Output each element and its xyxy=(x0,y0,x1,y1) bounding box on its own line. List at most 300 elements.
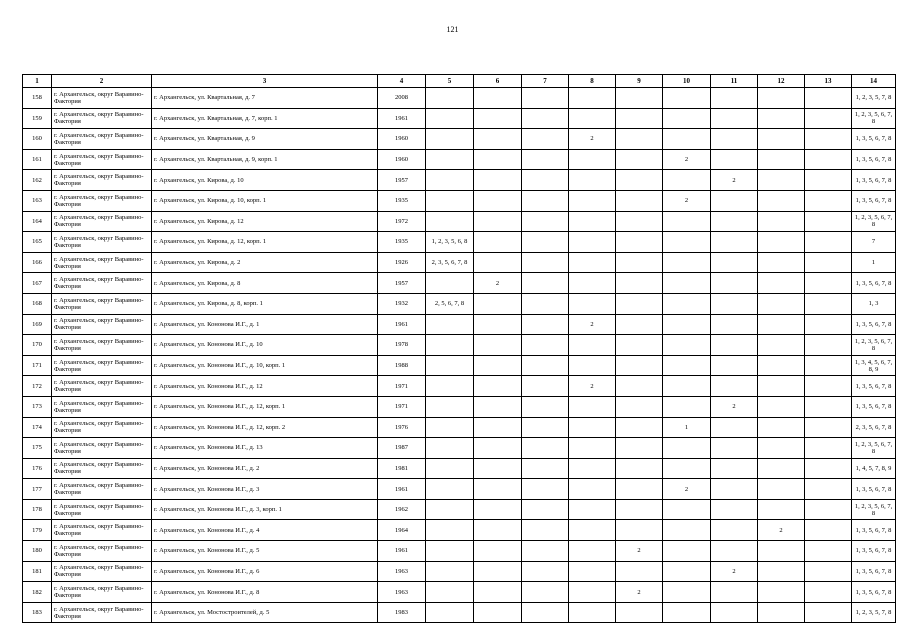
table-cell-col-7 xyxy=(522,293,569,314)
column-header-5: 5 xyxy=(426,75,474,88)
table-cell-col-9 xyxy=(616,561,663,582)
table-cell-col-3: г. Архангельск, ул. Кирова, д. 8, корп. 1 xyxy=(152,293,378,314)
table-cell-col-12 xyxy=(758,438,805,459)
table-cell-col-1: 175 xyxy=(23,438,52,459)
table-cell-col-5: 2, 3, 5, 6, 7, 8 xyxy=(426,252,474,273)
table-cell-col-1: 164 xyxy=(23,211,52,232)
table-cell-col-7 xyxy=(522,335,569,356)
table-cell-col-8 xyxy=(569,499,616,520)
column-header-1: 1 xyxy=(23,75,52,88)
table-cell-col-9 xyxy=(616,376,663,397)
table-cell-col-3: г. Архангельск, ул. Кононова И.Г., д. 12, корп. 2 xyxy=(152,417,378,438)
table-cell-col-11 xyxy=(711,211,758,232)
table-cell-col-12 xyxy=(758,88,805,109)
table-cell-col-7 xyxy=(522,458,569,479)
table-cell-col-8 xyxy=(569,479,616,500)
table-cell-col-7 xyxy=(522,108,569,129)
table-cell-col-13 xyxy=(805,520,852,541)
table-cell-col-5 xyxy=(426,479,474,500)
table-cell-col-11: 2 xyxy=(711,170,758,191)
table-cell-col-2: г. Архангельск, округ Варавино-Фактория xyxy=(52,211,152,232)
table-cell-col-14: 1, 2, 3, 5, 6, 7, 8 xyxy=(852,335,896,356)
table-cell-col-4: 1964 xyxy=(378,520,426,541)
table-row xyxy=(23,499,896,520)
table-cell-col-8 xyxy=(569,417,616,438)
table-cell-col-6 xyxy=(474,314,522,335)
table-cell-col-4: 1935 xyxy=(378,232,426,253)
table-cell-col-7 xyxy=(522,520,569,541)
table-cell-col-6 xyxy=(474,211,522,232)
table-cell-col-5 xyxy=(426,108,474,129)
table-cell-col-9 xyxy=(616,335,663,356)
table-cell-col-8 xyxy=(569,88,616,109)
table-cell-col-7 xyxy=(522,438,569,459)
table-cell-col-13 xyxy=(805,211,852,232)
table-cell-col-14: 1, 3, 5, 6, 7, 8 xyxy=(852,190,896,211)
table-cell-col-6 xyxy=(474,170,522,191)
table-cell-col-7 xyxy=(522,561,569,582)
table-cell-col-13 xyxy=(805,376,852,397)
table-row xyxy=(23,273,896,294)
table-cell-col-6: 2 xyxy=(474,273,522,294)
table-cell-col-8 xyxy=(569,170,616,191)
table-cell-col-12 xyxy=(758,293,805,314)
table-cell-col-2: г. Архангельск, округ Варавино-Фактория xyxy=(52,293,152,314)
column-header-4: 4 xyxy=(378,75,426,88)
table-cell-col-10: 2 xyxy=(663,479,711,500)
table-cell-col-6 xyxy=(474,499,522,520)
table-cell-col-4: 1962 xyxy=(378,499,426,520)
table-cell-col-11 xyxy=(711,252,758,273)
table-cell-col-2: г. Архангельск, округ Варавино-Фактория xyxy=(52,170,152,191)
table-cell-col-1: 167 xyxy=(23,273,52,294)
table-cell-col-1: 173 xyxy=(23,396,52,417)
table-cell-col-14: 1, 3, 5, 6, 7, 8 xyxy=(852,396,896,417)
table-cell-col-3: г. Архангельск, ул. Кононова И.Г., д. 1 xyxy=(152,314,378,335)
table-cell-col-5: 1, 2, 3, 5, 6, 8 xyxy=(426,232,474,253)
table-cell-col-3: г. Архангельск, ул. Квартальная, д. 7 xyxy=(152,88,378,109)
table-cell-col-12 xyxy=(758,355,805,376)
table-cell-col-12 xyxy=(758,417,805,438)
table-cell-col-7 xyxy=(522,541,569,562)
table-cell-col-10 xyxy=(663,88,711,109)
table-cell-col-6 xyxy=(474,520,522,541)
table-cell-col-4: 1957 xyxy=(378,273,426,294)
table-cell-col-13 xyxy=(805,232,852,253)
table-row xyxy=(23,520,896,541)
table-cell-col-4: 1961 xyxy=(378,541,426,562)
table-cell-col-6 xyxy=(474,479,522,500)
table-cell-col-10 xyxy=(663,335,711,356)
table-cell-col-8 xyxy=(569,108,616,129)
table-cell-col-2: г. Архангельск, округ Варавино-Фактория xyxy=(52,335,152,356)
column-header-11: 11 xyxy=(711,75,758,88)
table-cell-col-9 xyxy=(616,438,663,459)
table-cell-col-2: г. Архангельск, округ Варавино-Фактория xyxy=(52,458,152,479)
table-cell-col-4: 1960 xyxy=(378,129,426,150)
table-row xyxy=(23,232,896,253)
table-cell-col-13 xyxy=(805,602,852,623)
table-cell-col-2: г. Архангельск, округ Варавино-Фактория xyxy=(52,417,152,438)
table-cell-col-10 xyxy=(663,170,711,191)
table-row xyxy=(23,582,896,603)
table-cell-col-12 xyxy=(758,541,805,562)
table-cell-col-14: 1, 3, 5, 6, 7, 8 xyxy=(852,541,896,562)
table-cell-col-7 xyxy=(522,602,569,623)
table-cell-col-11 xyxy=(711,355,758,376)
table-cell-col-5 xyxy=(426,541,474,562)
table-cell-col-8 xyxy=(569,355,616,376)
column-header-6: 6 xyxy=(474,75,522,88)
table-cell-col-14: 1, 2, 3, 5, 6, 7, 8 xyxy=(852,438,896,459)
table-cell-col-12 xyxy=(758,499,805,520)
table-cell-col-10 xyxy=(663,438,711,459)
table-cell-col-9 xyxy=(616,355,663,376)
table-cell-col-9 xyxy=(616,108,663,129)
column-header-13: 13 xyxy=(805,75,852,88)
table-cell-col-3: г. Архангельск, ул. Кирова, д. 10 xyxy=(152,170,378,191)
table-cell-col-7 xyxy=(522,396,569,417)
table-cell-col-14: 1, 3, 5, 6, 7, 8 xyxy=(852,170,896,191)
table-cell-col-3: г. Архангельск, ул. Кононова И.Г., д. 4 xyxy=(152,520,378,541)
table-cell-col-10: 2 xyxy=(663,190,711,211)
table-cell-col-11 xyxy=(711,520,758,541)
table-cell-col-7 xyxy=(522,211,569,232)
table-cell-col-6 xyxy=(474,602,522,623)
table-cell-col-6 xyxy=(474,561,522,582)
table-cell-col-6 xyxy=(474,458,522,479)
table-cell-col-2: г. Архангельск, округ Варавино-Фактория xyxy=(52,273,152,294)
table-cell-col-4: 1963 xyxy=(378,582,426,603)
column-header-10: 10 xyxy=(663,75,711,88)
table-cell-col-1: 176 xyxy=(23,458,52,479)
table-cell-col-4: 1926 xyxy=(378,252,426,273)
table-cell-col-12 xyxy=(758,273,805,294)
table-cell-col-7 xyxy=(522,190,569,211)
table-cell-col-14: 7 xyxy=(852,232,896,253)
table-cell-col-8 xyxy=(569,520,616,541)
column-header-14: 14 xyxy=(852,75,896,88)
table-cell-col-10 xyxy=(663,129,711,150)
table-cell-col-13 xyxy=(805,499,852,520)
table-cell-col-9 xyxy=(616,232,663,253)
table-cell-col-8 xyxy=(569,561,616,582)
table-cell-col-4: 1971 xyxy=(378,396,426,417)
table-cell-col-1: 159 xyxy=(23,108,52,129)
table-cell-col-1: 165 xyxy=(23,232,52,253)
table-cell-col-6 xyxy=(474,541,522,562)
table-cell-col-4: 1961 xyxy=(378,479,426,500)
table-cell-col-12 xyxy=(758,582,805,603)
table-cell-col-13 xyxy=(805,293,852,314)
table-cell-col-5 xyxy=(426,211,474,232)
table-cell-col-11 xyxy=(711,232,758,253)
table-cell-col-14: 1, 2, 3, 5, 6, 7, 8 xyxy=(852,499,896,520)
table-cell-col-12 xyxy=(758,252,805,273)
table-cell-col-3: г. Архангельск, ул. Кононова И.Г., д. 13 xyxy=(152,438,378,459)
table-cell-col-10 xyxy=(663,561,711,582)
table-cell-col-10 xyxy=(663,293,711,314)
table-cell-col-4: 1957 xyxy=(378,170,426,191)
table-cell-col-4: 1978 xyxy=(378,335,426,356)
table-cell-col-6 xyxy=(474,108,522,129)
table-body xyxy=(23,88,896,623)
table-cell-col-8 xyxy=(569,190,616,211)
table-row xyxy=(23,293,896,314)
table-cell-col-10 xyxy=(663,376,711,397)
table-cell-col-11 xyxy=(711,582,758,603)
table-cell-col-12 xyxy=(758,170,805,191)
table-cell-col-13 xyxy=(805,335,852,356)
table-cell-col-8 xyxy=(569,232,616,253)
table-cell-col-3: г. Архангельск, ул. Кононова И.Г., д. 10, корп. 1 xyxy=(152,355,378,376)
housing-table xyxy=(22,74,896,623)
table-cell-col-14: 1, 2, 3, 5, 6, 7, 8 xyxy=(852,108,896,129)
table-cell-col-13 xyxy=(805,170,852,191)
table-row xyxy=(23,376,896,397)
table-cell-col-2: г. Архангельск, округ Варавино-Фактория xyxy=(52,252,152,273)
table-cell-col-3: г. Архангельск, ул. Кирова, д. 12, корп. 1 xyxy=(152,232,378,253)
table-cell-col-6 xyxy=(474,417,522,438)
table-cell-col-9 xyxy=(616,314,663,335)
table-cell-col-3: г. Архангельск, ул. Кононова И.Г., д. 10 xyxy=(152,335,378,356)
table-cell-col-1: 171 xyxy=(23,355,52,376)
table-row xyxy=(23,190,896,211)
table-cell-col-4: 1971 xyxy=(378,376,426,397)
table-cell-col-7 xyxy=(522,88,569,109)
table-cell-col-3: г. Архангельск, ул. Кирова, д. 10, корп. 1 xyxy=(152,190,378,211)
table-cell-col-10 xyxy=(663,520,711,541)
table-cell-col-3: г. Архангельск, ул. Кирова, д. 12 xyxy=(152,211,378,232)
table-cell-col-10 xyxy=(663,355,711,376)
table-cell-col-11 xyxy=(711,293,758,314)
table-cell-col-5 xyxy=(426,499,474,520)
table-cell-col-8 xyxy=(569,541,616,562)
table-cell-col-9 xyxy=(616,273,663,294)
table-cell-col-4: 1988 xyxy=(378,355,426,376)
table-cell-col-2: г. Архангельск, округ Варавино-Фактория xyxy=(52,396,152,417)
table-cell-col-5 xyxy=(426,520,474,541)
header-row xyxy=(23,75,896,88)
table-cell-col-14: 1, 3, 5, 6, 7, 8 xyxy=(852,129,896,150)
table-cell-col-6 xyxy=(474,438,522,459)
table-cell-col-13 xyxy=(805,88,852,109)
table-cell-col-2: г. Архангельск, округ Варавино-Фактория xyxy=(52,541,152,562)
table-cell-col-11 xyxy=(711,602,758,623)
table-cell-col-2: г. Архангельск, округ Варавино-Фактория xyxy=(52,582,152,603)
table-cell-col-1: 158 xyxy=(23,88,52,109)
table-cell-col-8 xyxy=(569,335,616,356)
table-cell-col-11 xyxy=(711,335,758,356)
table-cell-col-4: 1932 xyxy=(378,293,426,314)
table-cell-col-1: 172 xyxy=(23,376,52,397)
table-cell-col-9 xyxy=(616,293,663,314)
table-cell-col-8 xyxy=(569,293,616,314)
table-row xyxy=(23,129,896,150)
table-cell-col-9 xyxy=(616,252,663,273)
table-cell-col-12 xyxy=(758,479,805,500)
table-cell-col-11 xyxy=(711,273,758,294)
table-cell-col-1: 161 xyxy=(23,149,52,170)
table-cell-col-14: 2, 3, 5, 6, 7, 8 xyxy=(852,417,896,438)
table-cell-col-13 xyxy=(805,190,852,211)
table-cell-col-5 xyxy=(426,149,474,170)
table-cell-col-14: 1 xyxy=(852,252,896,273)
table-cell-col-10: 2 xyxy=(663,149,711,170)
table-row xyxy=(23,108,896,129)
table-cell-col-2: г. Архангельск, округ Варавино-Фактория xyxy=(52,232,152,253)
table-cell-col-9: 2 xyxy=(616,582,663,603)
table-cell-col-1: 169 xyxy=(23,314,52,335)
table-cell-col-7 xyxy=(522,355,569,376)
table-cell-col-8: 2 xyxy=(569,129,616,150)
table-cell-col-5 xyxy=(426,314,474,335)
table-cell-col-2: г. Архангельск, округ Варавино-Фактория xyxy=(52,355,152,376)
table-cell-col-12 xyxy=(758,602,805,623)
table-cell-col-6 xyxy=(474,335,522,356)
table-cell-col-4: 1981 xyxy=(378,458,426,479)
table-cell-col-14: 1, 3, 5, 6, 7, 8 xyxy=(852,273,896,294)
table-cell-col-6 xyxy=(474,88,522,109)
table-cell-col-6 xyxy=(474,190,522,211)
table-cell-col-12 xyxy=(758,314,805,335)
table-cell-col-1: 166 xyxy=(23,252,52,273)
table-cell-col-5 xyxy=(426,602,474,623)
table-row xyxy=(23,417,896,438)
table-cell-col-9 xyxy=(616,520,663,541)
table-cell-col-9 xyxy=(616,129,663,150)
table-cell-col-12 xyxy=(758,149,805,170)
table-cell-col-3: г. Архангельск, ул. Квартальная, д. 7, корп. 1 xyxy=(152,108,378,129)
table-cell-col-6 xyxy=(474,252,522,273)
table-cell-col-7 xyxy=(522,232,569,253)
table-cell-col-2: г. Архангельск, округ Варавино-Фактория xyxy=(52,314,152,335)
table-cell-col-11 xyxy=(711,129,758,150)
table-cell-col-11 xyxy=(711,438,758,459)
table-cell-col-3: г. Архангельск, ул. Мостостроителей, д. 5 xyxy=(152,602,378,623)
table-cell-col-10: 1 xyxy=(663,417,711,438)
table-row xyxy=(23,458,896,479)
table-cell-col-14: 1, 2, 3, 5, 7, 8 xyxy=(852,602,896,623)
table-row xyxy=(23,479,896,500)
table-cell-col-11: 2 xyxy=(711,561,758,582)
table-cell-col-14: 1, 3, 5, 6, 7, 8 xyxy=(852,314,896,335)
table-row xyxy=(23,438,896,459)
table-row xyxy=(23,252,896,273)
table-cell-col-3: г. Архангельск, ул. Квартальная, д. 9 xyxy=(152,129,378,150)
table-cell-col-14: 1, 4, 5, 7, 8, 9 xyxy=(852,458,896,479)
table-cell-col-1: 180 xyxy=(23,541,52,562)
table-cell-col-7 xyxy=(522,273,569,294)
table-cell-col-4: 1963 xyxy=(378,561,426,582)
table-cell-col-1: 179 xyxy=(23,520,52,541)
table-cell-col-4: 1987 xyxy=(378,438,426,459)
table-cell-col-6 xyxy=(474,376,522,397)
table-cell-col-8 xyxy=(569,396,616,417)
table-cell-col-1: 160 xyxy=(23,129,52,150)
table-cell-col-2: г. Архангельск, округ Варавино-Фактория xyxy=(52,149,152,170)
table-row xyxy=(23,88,896,109)
table-cell-col-11 xyxy=(711,149,758,170)
table-cell-col-12: 2 xyxy=(758,520,805,541)
table-cell-col-13 xyxy=(805,582,852,603)
table-cell-col-9 xyxy=(616,149,663,170)
table-cell-col-12 xyxy=(758,211,805,232)
table-cell-col-12 xyxy=(758,129,805,150)
table-cell-col-14: 1, 3 xyxy=(852,293,896,314)
table-cell-col-7 xyxy=(522,499,569,520)
table-cell-col-5 xyxy=(426,561,474,582)
table-cell-col-13 xyxy=(805,355,852,376)
table-cell-col-14: 1, 2, 3, 5, 6, 7, 8 xyxy=(852,211,896,232)
table-cell-col-6 xyxy=(474,355,522,376)
table-cell-col-4: 1976 xyxy=(378,417,426,438)
table-cell-col-11 xyxy=(711,190,758,211)
table-cell-col-8 xyxy=(569,211,616,232)
column-header-9: 9 xyxy=(616,75,663,88)
column-header-12: 12 xyxy=(758,75,805,88)
table-cell-col-13 xyxy=(805,541,852,562)
table-cell-col-11 xyxy=(711,499,758,520)
table-cell-col-5 xyxy=(426,438,474,459)
table-cell-col-6 xyxy=(474,582,522,603)
table-cell-col-11 xyxy=(711,479,758,500)
table-cell-col-13 xyxy=(805,273,852,294)
column-header-7: 7 xyxy=(522,75,569,88)
table-cell-col-9 xyxy=(616,479,663,500)
table-cell-col-8 xyxy=(569,458,616,479)
table-cell-col-10 xyxy=(663,252,711,273)
table-cell-col-2: г. Архангельск, округ Варавино-Фактория xyxy=(52,129,152,150)
table-cell-col-13 xyxy=(805,252,852,273)
table-cell-col-2: г. Архангельск, округ Варавино-Фактория xyxy=(52,602,152,623)
table-cell-col-12 xyxy=(758,232,805,253)
table-cell-col-13 xyxy=(805,129,852,150)
table-cell-col-10 xyxy=(663,396,711,417)
table-cell-col-7 xyxy=(522,314,569,335)
table-cell-col-5 xyxy=(426,582,474,603)
table-cell-col-3: г. Архангельск, ул. Кононова И.Г., д. 3 xyxy=(152,479,378,500)
column-header-2: 2 xyxy=(52,75,152,88)
table-cell-col-11 xyxy=(711,108,758,129)
table-cell-col-2: г. Архангельск, округ Варавино-Фактория xyxy=(52,438,152,459)
table-cell-col-8 xyxy=(569,582,616,603)
table-cell-col-10 xyxy=(663,541,711,562)
table-cell-col-13 xyxy=(805,396,852,417)
table-cell-col-14: 1, 3, 5, 6, 7, 8 xyxy=(852,582,896,603)
table-cell-col-10 xyxy=(663,232,711,253)
table-cell-col-10 xyxy=(663,499,711,520)
table-cell-col-9 xyxy=(616,499,663,520)
table-row xyxy=(23,561,896,582)
table-cell-col-3: г. Архангельск, ул. Кононова И.Г., д. 12 xyxy=(152,376,378,397)
table-cell-col-7 xyxy=(522,417,569,438)
table-row xyxy=(23,355,896,376)
table-cell-col-7 xyxy=(522,129,569,150)
table-cell-col-6 xyxy=(474,293,522,314)
table-cell-col-2: г. Архангельск, округ Варавино-Фактория xyxy=(52,499,152,520)
table-cell-col-7 xyxy=(522,149,569,170)
table-row xyxy=(23,314,896,335)
table-cell-col-13 xyxy=(805,417,852,438)
table-cell-col-5 xyxy=(426,335,474,356)
table-cell-col-10 xyxy=(663,108,711,129)
table-cell-col-3: г. Архангельск, ул. Кононова И.Г., д. 6 xyxy=(152,561,378,582)
table-cell-col-5 xyxy=(426,273,474,294)
table-cell-col-11: 2 xyxy=(711,396,758,417)
table-cell-col-8 xyxy=(569,149,616,170)
table-cell-col-8: 2 xyxy=(569,376,616,397)
